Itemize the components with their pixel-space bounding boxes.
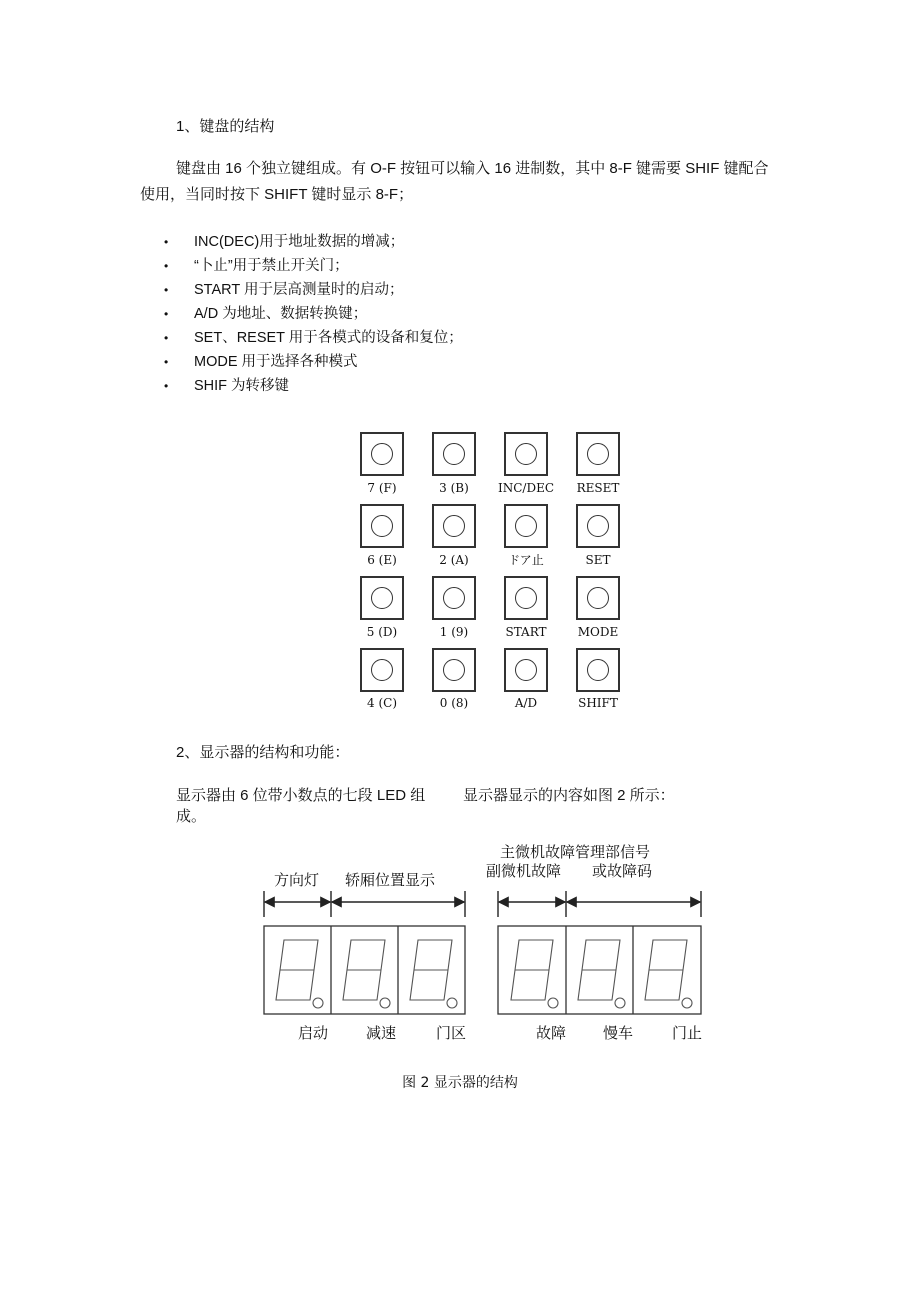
dot-label-door-stop: 门止 — [672, 1024, 703, 1042]
label-main-cpu-fault: 主微机故障管理部信号 — [500, 843, 651, 861]
key-label: MODE — [577, 625, 619, 639]
list-item: • INC(DEC)用于地址数据的增减； — [162, 230, 463, 254]
list-item: • SET、RESET 用于各模式的设备和复位； — [162, 326, 463, 350]
section2-heading: 2、显示器的结构和功能： — [176, 744, 350, 761]
list-item: • START 用于层高测量时的启动； — [162, 278, 463, 302]
key-label: 3 (B) — [439, 481, 469, 495]
section1-heading: 1、键盘的结构 — [176, 118, 275, 135]
list-item: • “卜止”用于禁止开关门； — [162, 254, 463, 278]
key-label: INC/DEC — [497, 481, 555, 495]
dot-label-fault: 故障 — [536, 1024, 567, 1042]
dot-label-start: 启动 — [298, 1024, 329, 1042]
section2-paragraph-left-line2: 成。 — [176, 808, 207, 825]
key-label: 2 (A) — [439, 553, 469, 567]
key-label: 4 (C) — [367, 696, 397, 710]
key-label: ドア止 — [508, 553, 544, 567]
label-sub-cpu-fault: 副微机故障 — [486, 862, 562, 880]
dot-label-slow-run: 慢车 — [603, 1024, 634, 1042]
key-label: START — [505, 625, 547, 639]
figure-caption: 图 2 显示器的结构 — [402, 1075, 518, 1091]
key-label: 0 (8) — [439, 696, 469, 710]
dot-label-decelerate: 减速 — [366, 1024, 397, 1042]
key-label: SET — [585, 553, 611, 567]
section1-paragraph-line2: 使用，当同时按下 SHIFT 键时显示 8-F； — [140, 186, 414, 203]
key-label: RESET — [576, 481, 620, 495]
seven-segment-digits — [276, 940, 692, 1008]
section2-paragraph-right: 显示器显示的内容如图 2 所示： — [463, 787, 675, 804]
section2-paragraph-left-line1: 显示器由 6 位带小数点的七段 LED 组 — [176, 787, 426, 804]
section1-paragraph-line1: 键盘由 16 个独立键组成。有 O-F 按钮可以输入 16 进制数，其中 8-F 键需要 SHIF 键配合 — [176, 160, 769, 177]
key-label: SHIFT — [578, 696, 618, 710]
left-dimension-lines — [264, 891, 465, 917]
key-label: 6 (E) — [367, 553, 397, 567]
label-direction-light: 方向灯 — [274, 871, 320, 889]
key-label: A/D — [514, 696, 538, 710]
list-item: • MODE 用于选择各种模式 — [162, 350, 463, 374]
label-car-position: 轿厢位置显示 — [345, 871, 436, 889]
key-label: 7 (F) — [367, 481, 397, 495]
right-dimension-lines — [498, 891, 701, 917]
label-fault-code: 或故障码 — [592, 862, 653, 880]
list-item: • A/D 为地址、数据转换键； — [162, 302, 463, 326]
list-item: • SHIF 为转移键 — [162, 374, 463, 398]
key-label: 1 (9) — [439, 625, 469, 639]
key-label: 5 (D) — [366, 625, 398, 639]
dot-label-door-zone: 门区 — [436, 1024, 467, 1042]
